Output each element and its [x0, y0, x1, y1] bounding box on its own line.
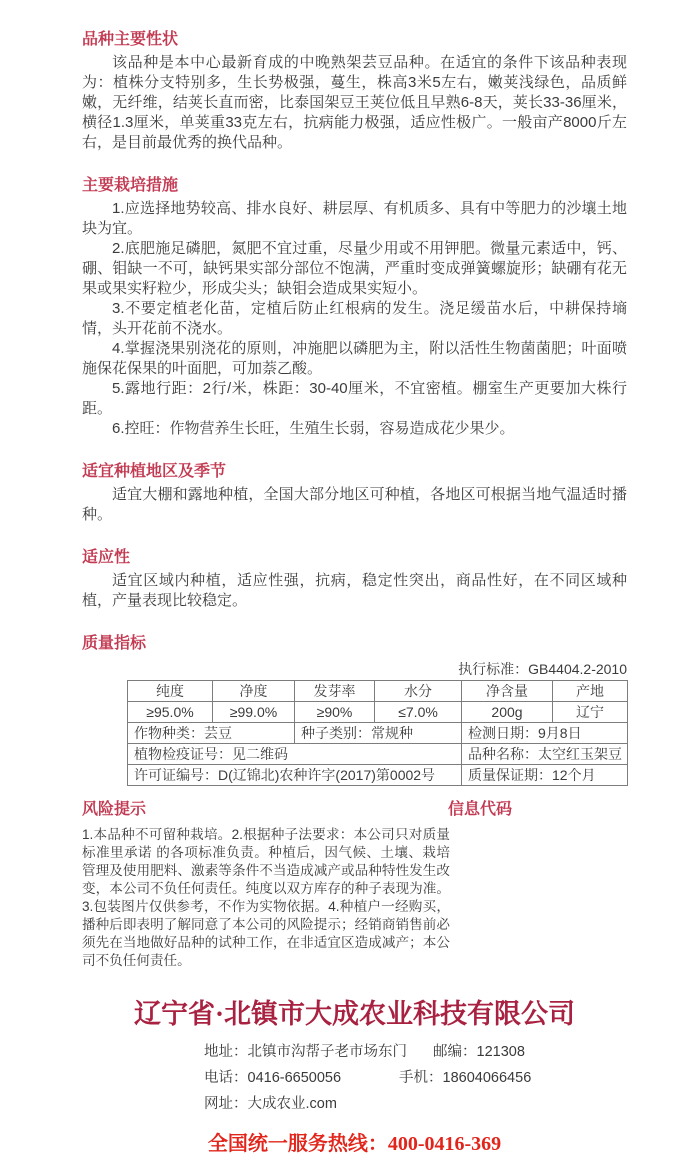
cell-license-no: 许可证编号：D(辽锦北)农种许字(2017)第0002号	[128, 765, 462, 786]
address-value: 北镇市沟帮子老市场东门	[247, 1044, 407, 1060]
section-heading-cultivation: 主要栽培措施	[82, 177, 179, 194]
cell-quarantine-no: 植物检疫证号：见二维码	[128, 744, 462, 765]
info-code-column	[448, 800, 512, 970]
contact-row-address	[204, 1039, 531, 1065]
cultivation-list	[82, 199, 627, 439]
risk-info-row	[82, 800, 627, 970]
company-name: 辽宁省·北镇市大成农业科技有限公司	[133, 999, 575, 1029]
contact-row-web	[204, 1091, 531, 1117]
header-moisture: 水分	[375, 681, 462, 702]
cultivation-item-4: 4.掌握浇果别浇花的原则，冲施肥以磷肥为主，附以活性生物菌菌肥；叶面喷施保花保果的叶面肥，可加萘乙酸。	[82, 340, 627, 377]
value-net-content: 200g	[462, 702, 553, 723]
header-cleanliness: 净度	[213, 681, 295, 702]
value-germination: ≥90%	[295, 702, 375, 723]
zip-label: 邮编：	[433, 1044, 477, 1060]
mobile-value: 18604066456	[442, 1070, 532, 1086]
value-purity: ≥95.0%	[128, 702, 213, 723]
contact-block	[204, 1039, 531, 1117]
service-hotline: 全国统一服务热线：400-0416-369	[207, 1133, 502, 1155]
value-cleanliness: ≥99.0%	[213, 702, 295, 723]
cultivation-item-2: 2.底肥施足磷肥，氮肥不宜过重，尽量少用或不用钾肥。微量元素适中，钙、硼、钼缺一不可，缺钙果实部分部位不饱满，严重时变成弹簧螺旋形；缺硼有花无果或果实籽粒少，形成尖头；缺钼会造成果实短小。	[82, 240, 627, 297]
cultivation-item-5: 5.露地行距：2行/米，株距：30-40厘米，不宜密植。棚室生产更要加大株行距。	[82, 380, 627, 417]
cultivation-item-6: 6.控旺：作物营养生长旺，生殖生长弱，容易造成花少果少。	[112, 420, 515, 437]
mobile-label: 手机：	[399, 1070, 443, 1086]
cell-test-date: 检测日期：9月8日	[462, 723, 628, 744]
table-row-values	[128, 702, 628, 723]
address-label: 地址：	[204, 1044, 248, 1060]
footer	[82, 992, 627, 1156]
cultivation-item-3: 3.不要定植老化苗，定植后防止红根病的发生。浇足缓苗水后，中耕保持墒情，头开花前不浇水。	[82, 300, 627, 337]
value-moisture: ≤7.0%	[375, 702, 462, 723]
variety-traits-paragraph: 该品种是本中心最新育成的中晚熟架芸豆品种。在适宜的条件下该品种表现为：植株分支特别多，生长势极强，蔓生，株高3米5左右，嫩荚浅绿色，品质鲜嫩，无纤维，结荚长直而密，比泰国架豆王荚位低且早熟6-8天，荚长33-36厘米，横径1.3厘米，单荚重33克左右，抗病能力极强，适应性极广。一般亩产8000斤左右，是目前最优秀的换代品种。	[82, 54, 627, 151]
table-row-crop	[128, 723, 628, 744]
document-page	[82, 30, 627, 1156]
section-heading-variety-traits: 品种主要性状	[82, 31, 179, 48]
table-row-headers	[128, 681, 628, 702]
phone-value: 0416-6650056	[247, 1070, 342, 1086]
risk-paragraph: 1.本品种不可留种栽培。2.根据种子法要求：本公司只对质量标准里承诺 的各项标准负责。种植后，因气候、土壤、栽培管理及使用肥料、激素等条件不当造成减产或品种特性发生改变，本公司不负任何责任。纯度以双方库存的种子表现为准。3.包装图片仅供参考，不作为实物依据。4.种植户一经购买，播种后即表明了解同意了本公司的风险提示；经销商销售前必须先在当地做好品种的试种工作，在非适宜区造成减产；本公司不负任何责任。	[82, 827, 450, 968]
web-value: 大成农业.com	[247, 1096, 337, 1112]
header-net-content: 净含量	[462, 681, 553, 702]
cultivation-item-1: 1.应选择地势较高、排水良好、耕层厚、有机质多、具有中等肥力的沙壤土地块为宜。	[82, 200, 627, 237]
header-germination: 发芽率	[295, 681, 375, 702]
cell-variety-name: 品种名称：太空红玉架豆	[462, 744, 628, 765]
value-origin: 辽宁	[553, 702, 628, 723]
zip-value: 121308	[476, 1044, 525, 1060]
section-heading-info-code: 信息代码	[448, 801, 513, 818]
phone-label: 电话：	[204, 1070, 248, 1086]
table-row-license	[128, 765, 628, 786]
execution-standard: 执行标准：GB4404.2-2010	[458, 661, 627, 677]
table-row-quarantine	[128, 744, 628, 765]
header-origin: 产地	[553, 681, 628, 702]
section-heading-quality: 质量指标	[82, 635, 147, 652]
cell-seed-category: 种子类别：常规种	[295, 723, 462, 744]
section-heading-regions: 适宜种植地区及季节	[82, 463, 227, 480]
cell-quality-guarantee: 质量保证期：12个月	[462, 765, 628, 786]
web-label: 网址：	[204, 1096, 248, 1112]
section-heading-risk: 风险提示	[82, 801, 147, 818]
regions-paragraph: 适宜大棚和露地种植，全国大部分地区可种植，各地区可根据当地气温适时播种。	[82, 486, 627, 523]
cell-crop-type: 作物种类：芸豆	[128, 723, 295, 744]
risk-column	[82, 800, 448, 970]
section-heading-adaptability: 适应性	[82, 549, 131, 566]
quality-indicators-table	[127, 680, 628, 786]
adaptability-paragraph: 适宜区域内种植，适应性强，抗病，稳定性突出，商品性好，在不同区域种植，产量表现比较稳定。	[82, 572, 627, 609]
contact-row-phone	[204, 1065, 531, 1091]
header-purity: 纯度	[128, 681, 213, 702]
